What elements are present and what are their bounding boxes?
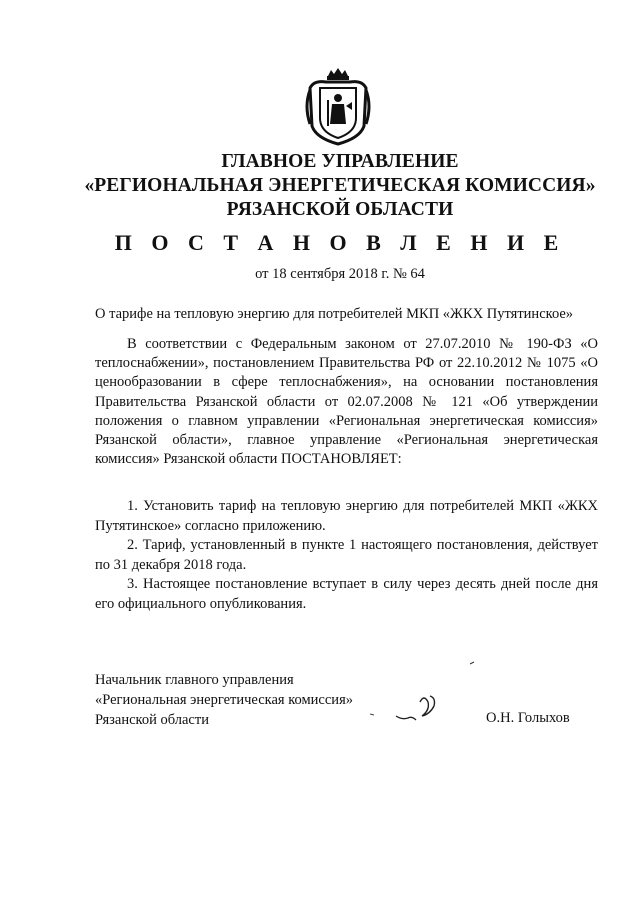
- signatory-position-line-2: «Региональная энергетическая комиссия»: [95, 692, 353, 708]
- signatory-position: [95, 670, 353, 730]
- resolution-items: [95, 497, 598, 614]
- resolution-item-2: 2. Тариф, установленный в пункте 1 настоящего постановления, действует по 31 декабря 2018 года.: [95, 537, 598, 573]
- document-date-number: от 18 сентября 2018 г. № 64: [255, 266, 425, 282]
- document-title: П О С Т А Н О В Л Е Н И Е: [114, 230, 566, 255]
- agency-name-line-1: ГЛАВНОЕ УПРАВЛЕНИЕ: [221, 151, 459, 172]
- agency-name-line-2: «РЕГИОНАЛЬНАЯ ЭНЕРГЕТИЧЕСКАЯ КОМИССИЯ»: [84, 175, 596, 196]
- signatory-position-line-1: Начальник главного управления: [95, 672, 294, 688]
- signatory-position-line-3: Рязанской области: [95, 712, 209, 728]
- handwritten-signature: [360, 658, 480, 730]
- resolution-item-3: 3. Настоящее постановление вступает в силу через десять дней после дня его официального опубликования.: [95, 576, 598, 612]
- signatory-name: О.Н. Голыхов: [486, 710, 570, 726]
- coat-of-arms-icon: [300, 66, 376, 146]
- resolution-item-1: 1. Установить тариф на тепловую энергию для потребителей МКП «ЖКХ Путятинское» согласно приложению.: [95, 498, 598, 534]
- document-subject: О тарифе на тепловую энергию для потребителей МКП «ЖКХ Путятинское»: [95, 306, 574, 322]
- preamble-paragraph: В соответствии с Федеральным законом от 27.07.2010 № 190-ФЗ «О теплоснабжении», постановлением Правительства РФ от 22.10.2012 № 1075 «О ценообразовании в сфере теплоснабжения», на основании постановления Правительства Рязанской области от 02.07.2008 № 121 «Об утверждении положения о главном управлении «Региональная энергетическая комиссия» Рязанской области», главное управление «Региональная энергетическая комиссия» Рязанской области ПОСТАНОВЛЯЕТ:: [95, 336, 598, 468]
- agency-name-line-3: РЯЗАНСКОЙ ОБЛАСТИ: [226, 199, 454, 220]
